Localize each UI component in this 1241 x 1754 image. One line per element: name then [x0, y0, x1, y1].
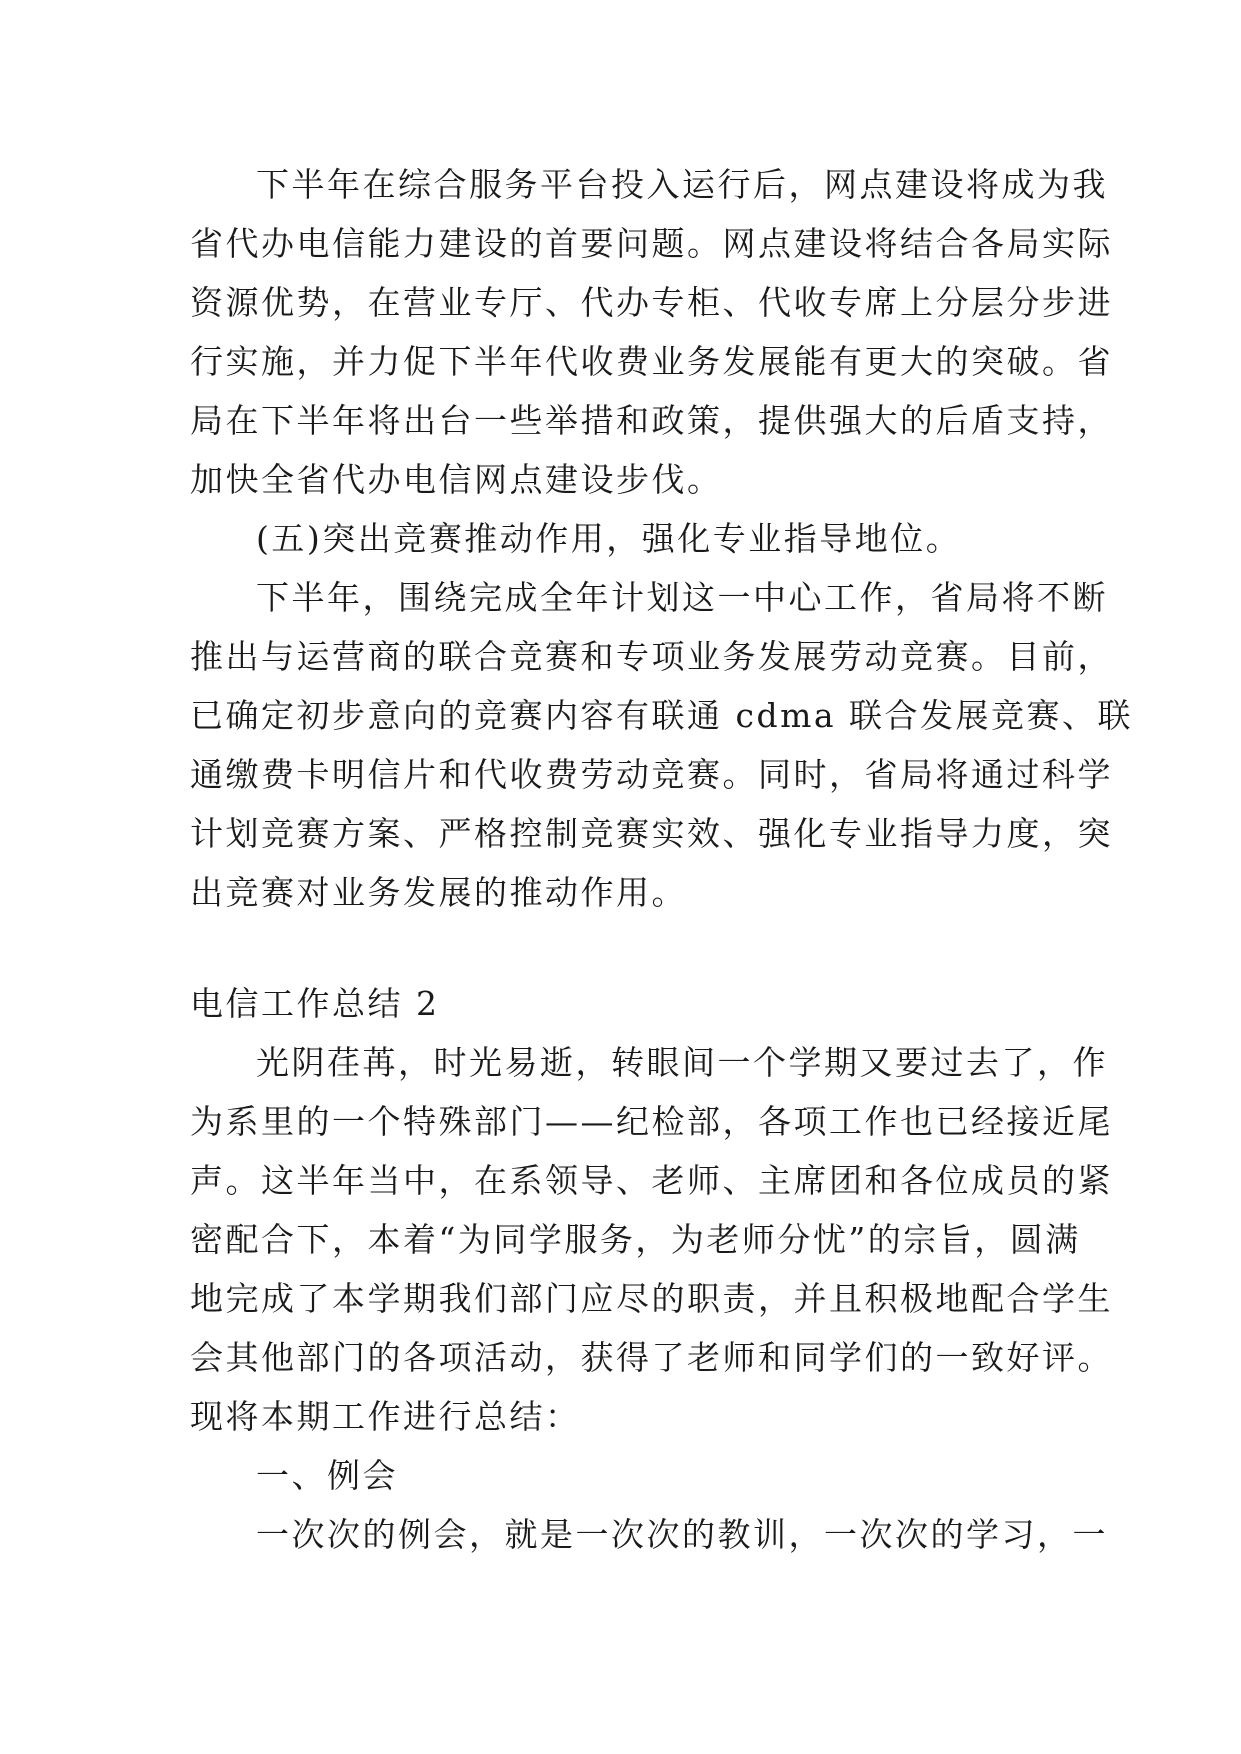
text-line: 声。这半年当中，在系领导、老师、主席团和各位成员的紧: [190, 1161, 1113, 1200]
text-line: 局在下半年将出台一些举措和政策，提供强大的后盾支持，: [190, 401, 1113, 440]
text-line: 光阴荏苒，时光易逝，转眼间一个学期又要过去了，作: [256, 1043, 1108, 1082]
text-line: 计划竞赛方案、严格控制竞赛实效、强化专业指导力度，突: [190, 814, 1113, 853]
text-line: 下半年，围绕完成全年计划这一中心工作，省局将不断: [256, 578, 1108, 617]
section-heading-five: (五)突出竞赛推动作用，强化专业指导地位。: [256, 519, 962, 558]
text-line: 密配合下，本着“为同学服务，为老师分忧”的宗旨，圆满: [190, 1220, 1081, 1259]
paragraph-meetings: [190, 1505, 1108, 1564]
document-title: 电信工作总结 2: [190, 984, 440, 1023]
text-line: 现将本期工作进行总结：: [190, 1397, 581, 1436]
text-line: 通缴费卡明信片和代收费劳动竞赛。同时，省局将通过科学: [190, 755, 1113, 794]
paragraph-network-construction: [190, 155, 1113, 509]
text-line: 已确定初步意向的竞赛内容有联通 cdma 联合发展竞赛、联: [190, 696, 1134, 735]
text-line: 加快全省代办电信网点建设步伐。: [190, 460, 723, 499]
paragraph-competition: [190, 568, 1134, 922]
section-heading-one: 一、例会: [256, 1456, 398, 1495]
text-line: 行实施，并力促下半年代收费业务发展能有更大的突破。省: [190, 342, 1113, 381]
text-line: 出竞赛对业务发展的推动作用。: [190, 873, 687, 912]
text-line: 一次次的例会，就是一次次的教训，一次次的学习，一: [256, 1515, 1108, 1554]
section-spacer: [190, 922, 1060, 974]
text-line: 推出与运营商的联合竞赛和专项业务发展劳动竞赛。目前，: [190, 637, 1113, 676]
text-line: 资源优势，在营业专厅、代办专柜、代收专席上分层分步进: [190, 283, 1113, 322]
text-line: 下半年在综合服务平台投入运行后，网点建设将成为我: [256, 165, 1108, 204]
text-line: 省代办电信能力建设的首要问题。网点建设将结合各局实际: [190, 224, 1113, 263]
text-line: 地完成了本学期我们部门应尽的职责，并且积极地配合学生: [190, 1279, 1113, 1318]
paragraph-introduction: [190, 1033, 1113, 1446]
document-page: [190, 155, 1134, 1564]
text-line: 为系里的一个特殊部门——纪检部，各项工作也已经接近尾: [190, 1102, 1113, 1141]
text-line: 会其他部门的各项活动，获得了老师和同学们的一致好评。: [190, 1338, 1113, 1377]
